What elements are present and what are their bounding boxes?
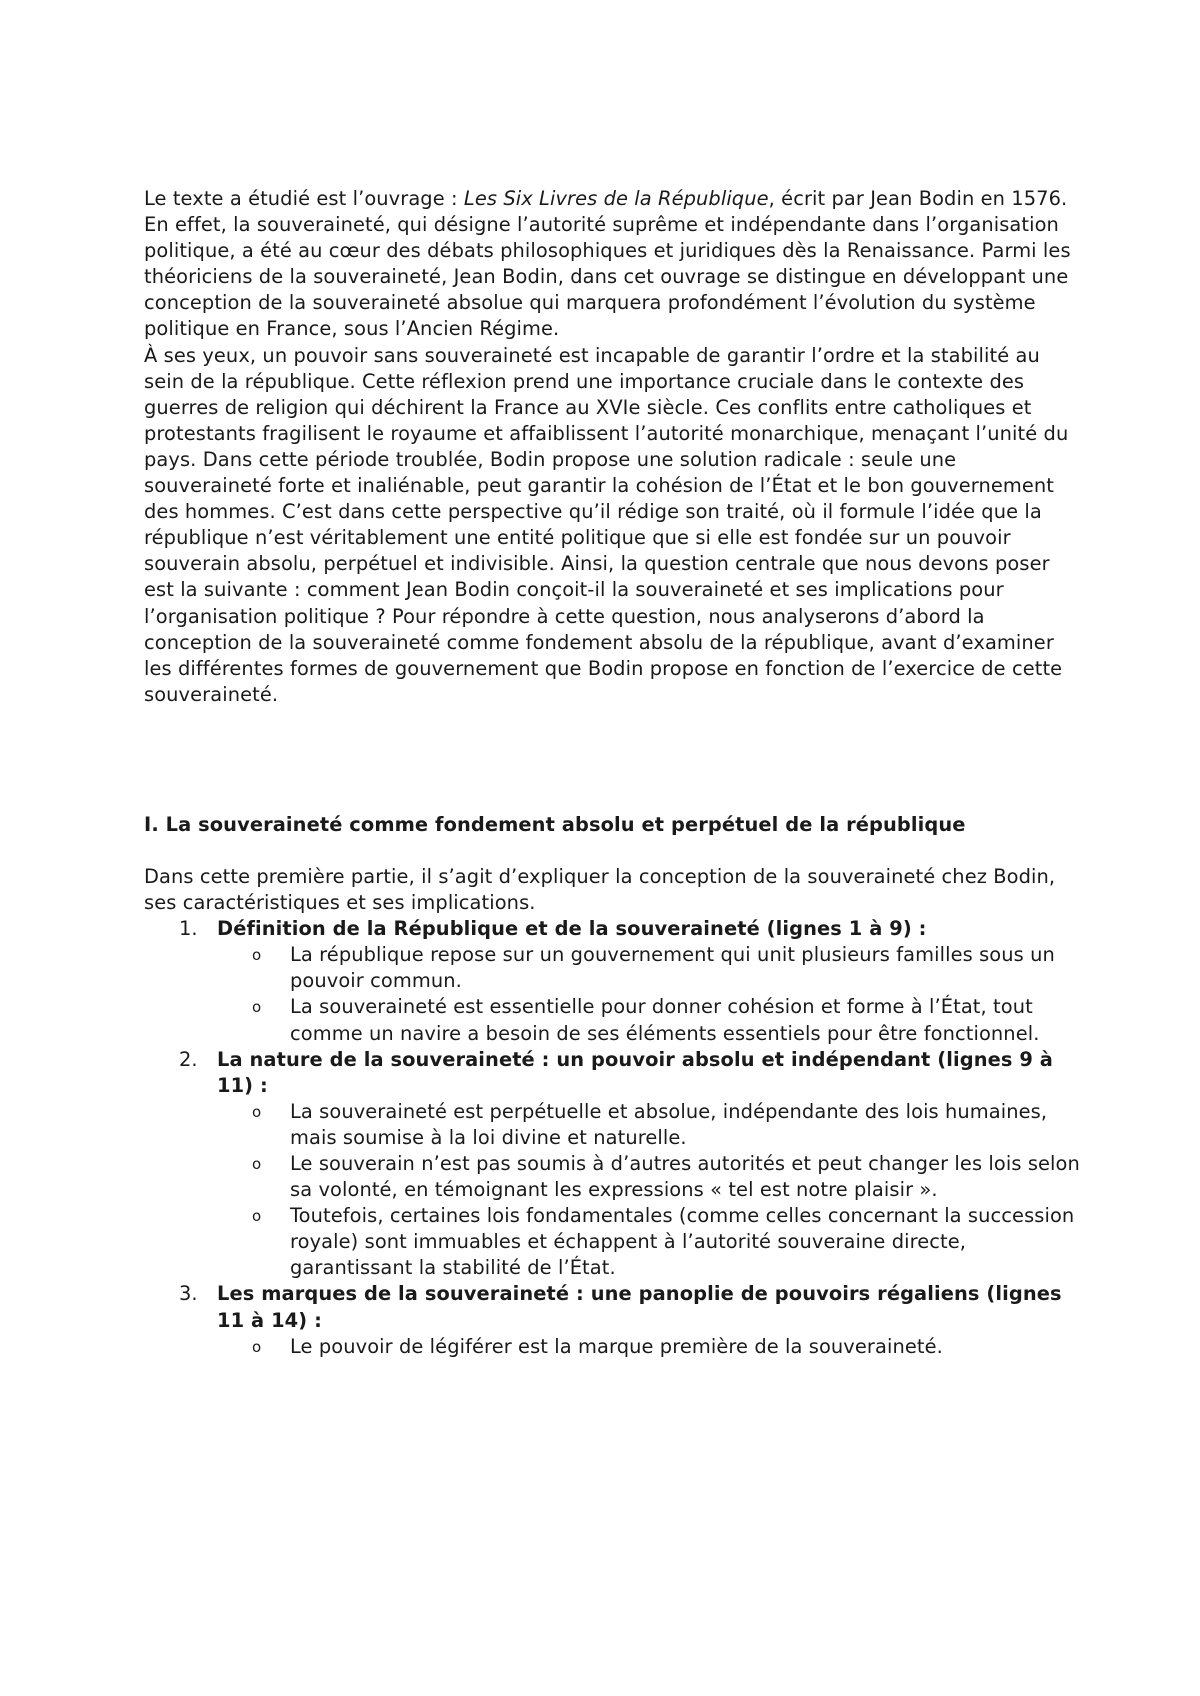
bullet-icon: o: [252, 1207, 262, 1226]
bullet-item: [252, 1334, 1084, 1360]
bullet-item: [252, 1151, 1084, 1203]
bullet-list: [217, 1099, 1084, 1282]
bullet-item: [252, 1099, 1084, 1151]
bullet-text: La souveraineté est essentielle pour donner cohésion et forme à l’État, tout comme un navire a besoin de ses éléments essentiels pour être fonctionnel.: [290, 995, 1040, 1045]
bullet-item: [252, 1203, 1084, 1281]
book-title: Les Six Livres de la République: [463, 187, 769, 210]
intro-text-start: Le texte a étudié est l’ouvrage :: [144, 187, 464, 210]
intro-paragraph-1: [144, 186, 1084, 212]
intro-paragraph-3: À ses yeux, un pouvoir sans souveraineté est incapable de garantir l’ordre et la stabilité au sein de la république. Cette réflexion prend une importance cruciale dans le contexte des guerres de religion qui déchirent la France au XVIe siècle. Ces conflits entre catholiques et protestants fragilisent le royaume et affaiblissent l’autorité monarchique, menaçant l’unité du pays. Dans cette période troublée, Bodin propose une solution radicale : seule une souveraineté forte et inaliénable, peut garantir la cohésion de l’État et le bon gouvernement des hommes. C’est dans cette perspective qu’il rédige son traité, où il formule l’idée que la république n’est véritablement une entité politique que si elle est fondée sur un pouvoir souverain absolu, perpétuel et indivisible. Ainsi, la question centrale que nous devons poser est la suivante : comment Jean Bodin conçoit-il la souveraineté et ses implications pour l’organisation politique ? Pour répondre à cette question, nous analyserons d’abord la conception de la souveraineté comme fondement absolu de la république, avant d’examiner les différentes formes de gouvernement que Bodin propose en fonction de l’exercice de cette souveraineté.: [144, 343, 1069, 706]
item-number: 1.: [179, 917, 198, 941]
bullet-icon: o: [252, 1155, 262, 1173]
item-number: 3.: [179, 1282, 198, 1306]
bullet-list: [217, 942, 1084, 1046]
section-intro: Dans cette première partie, il s’agit d’expliquer la conception de la souveraineté chez Bodin, ses caractéristiques et ses implications.: [144, 864, 1056, 915]
spacer: [144, 838, 1084, 864]
bullet-text: Le souverain n’est pas soumis à d’autres autorités et peut changer les lois selon sa volonté, en témoignant les expressions « tel est notre plaisir ».: [290, 1152, 1080, 1202]
item-title: La nature de la souveraineté : un pouvoir absolu et indépendant (lignes 9 à 11) :: [217, 1047, 1053, 1097]
intro-paragraph-2: En effet, la souveraineté, qui désigne l’autorité suprême et indépendante dans l’organisation politique, a été au cœur des débats philosophiques et juridiques dès la Renaissance. Parmi les théoriciens de la souveraineté, Jean Bodin, dans cet ouvrage se distingue en développant une conception de la souveraineté absolue qui marquera profondément l’évolution du système politique en France, sous l’Ancien Régime.: [144, 213, 1071, 341]
bullet-text: La république repose sur un gouvernement qui unit plusieurs familles sous un pouvoir commun.: [290, 943, 1055, 993]
item-title: Les marques de la souveraineté : une panoplie de pouvoirs régaliens (lignes 11 à 14) :: [217, 1282, 1062, 1332]
bullet-icon: o: [252, 1337, 262, 1356]
bullet-icon: o: [252, 1102, 262, 1121]
bullet-text: La souveraineté est perpétuelle et absolue, indépendante des lois humaines, mais soumise à la loi divine et naturelle.: [290, 1099, 1048, 1149]
bullet-text: Le pouvoir de légiférer est la marque première de la souveraineté.: [290, 1334, 943, 1358]
list-item: [179, 1281, 1084, 1359]
bullet-item: [252, 994, 1084, 1046]
section-heading: I. La souveraineté comme fondement absolu et perpétuel de la république: [144, 812, 966, 836]
item-number: 2.: [179, 1047, 198, 1071]
bullet-text: Toutefois, certaines lois fondamentales (comme celles concernant la succession royale) sont immuables et échappent à l’autorité souveraine directe, garantissant la stabilité de l’État.: [290, 1204, 1075, 1280]
spacer: [144, 708, 1084, 812]
item-title: Définition de la République et de la souveraineté (lignes 1 à 9) :: [217, 917, 927, 941]
list-item: [179, 1047, 1084, 1282]
bullet-icon: o: [252, 998, 262, 1017]
bullet-item: [252, 942, 1084, 994]
bullet-icon: o: [252, 946, 262, 965]
document-page: [144, 186, 1084, 1360]
intro-text-end: , écrit par Jean Bodin en 1576.: [768, 187, 1068, 210]
bullet-list: [217, 1334, 1084, 1360]
numbered-list: [144, 916, 1084, 1360]
list-item: [179, 916, 1084, 1046]
